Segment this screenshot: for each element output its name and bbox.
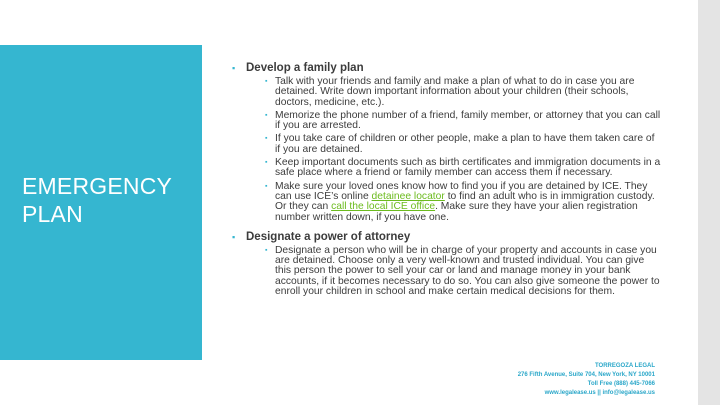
bullet-list <box>232 77 662 223</box>
footer-phone: Toll Free (888) 445-7066 <box>587 381 655 387</box>
footer-web-email: www.legalease.us || info@legalease.us <box>544 390 655 396</box>
footer-firm-name: TORREGOZA LEGAL <box>595 363 655 369</box>
footer-address: 276 Fifth Avenue, Suite 704, New York, NY 10001 <box>517 372 655 378</box>
footer-contact <box>518 362 655 398</box>
bullet-icon: ▪ <box>265 111 268 119</box>
slide-title-line1: EMERGENCY <box>22 173 173 199</box>
list-item-text: Keep important documents such as birth certificates and immigration documents in a safe place where a friend or family member can access them if necessary. <box>275 157 661 179</box>
list-item-text-c: . Make sure they have your alien registration number written down, if you have one. <box>275 201 638 223</box>
list-item-text: If you take care of children or other people, make a plan to have them taken care of if you are detained. <box>275 133 655 155</box>
bullet-icon: ▪ <box>265 246 268 254</box>
list-item <box>232 134 662 155</box>
list-item <box>232 246 662 297</box>
local-ice-office-link[interactable]: call the local ICE office <box>331 201 436 213</box>
list-item-text: Designate a person who will be in charge of your property and accounts in case you are detained. Choose only a very well-known and trusted individual. You can give this person the power to sell your car or land and manage money in your bank accounts, if it becomes necessary to do so. You can also give someone the power to enroll your children in school and make certain medical decisions for them. <box>275 244 660 298</box>
bullet-icon: ▪ <box>232 231 236 242</box>
section-family-plan <box>232 62 662 223</box>
right-edge-strip <box>698 0 720 405</box>
list-item <box>232 182 662 223</box>
slide-title-line2: PLAN <box>22 201 83 227</box>
bullet-icon: ▪ <box>265 159 268 167</box>
detainee-locator-link[interactable]: detainee locator <box>371 190 445 202</box>
bullet-icon: ▪ <box>265 182 268 190</box>
list-item-text: Talk with your friends and family and make a plan of what to do in case you are detained. Write down important information about your children (their schools, doctors, medicine, etc.). <box>275 76 635 108</box>
list-item-text-b: to find an adult who is in immigration custody. Or they can <box>275 190 655 213</box>
list-item <box>232 77 662 108</box>
bullet-icon: ▪ <box>265 135 268 143</box>
section-heading <box>232 231 662 244</box>
list-item <box>232 158 662 179</box>
bullet-icon: ▪ <box>265 78 268 85</box>
section-heading <box>232 62 662 75</box>
slide-content <box>232 62 662 300</box>
list-item <box>232 111 662 132</box>
section-power-of-attorney <box>232 231 662 297</box>
list-item-text: Memorize the phone number of a friend, family member, or attorney that you can call if you are arrested. <box>275 109 661 132</box>
bullet-icon: ▪ <box>232 63 236 73</box>
list-item-text-a: Make sure your loved ones know how to find you if you are detained by ICE. They can use ICE’s online <box>275 180 648 202</box>
bullet-list <box>232 246 662 297</box>
section-heading-text: Designate a power of attorney <box>246 230 411 243</box>
section-heading-text: Develop a family plan <box>246 62 364 74</box>
slide-title <box>22 172 197 228</box>
